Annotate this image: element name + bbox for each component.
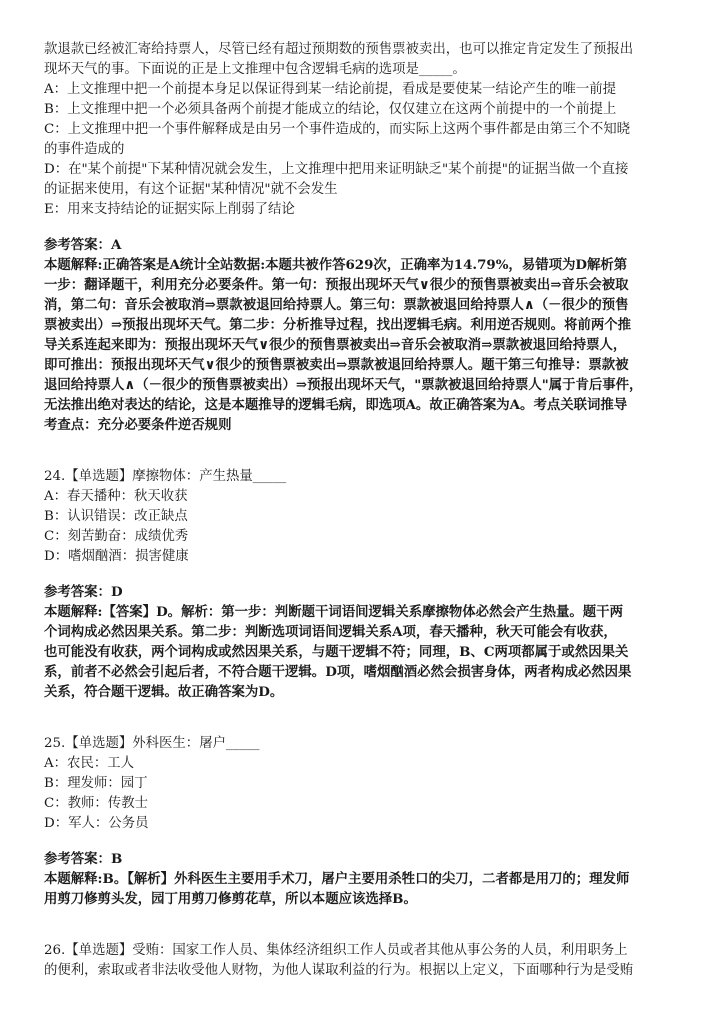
q24-explanation-line-4: 系，前者不必然会引起后者，不符合题干逻辑。D项，嗜烟酗酒必然会损害身体，两者构成必然因果 bbox=[44, 664, 632, 680]
q24-explanation-line-1: 本题解释:【答案】D。解析：第一步：判断题干词语间逻辑关系摩擦物体必然会产生热量。题干两 bbox=[44, 604, 623, 620]
q23-explanation-line-1: 本题解释:正确答案是A统计全站数据:本题共被作答629次，正确率为14.79%，易错项为D解析第 bbox=[44, 257, 628, 273]
q25-option-b: B：理发师：园丁 bbox=[44, 776, 148, 791]
q24-option-d: D：嗜烟酗酒：损害健康 bbox=[44, 549, 189, 564]
q23-explanation-line-8: 无法推出绝对表达的结论，这是本题推导的逻辑毛病，即选项A。故正确答案为A。考点关联词推导 bbox=[44, 397, 628, 413]
q23-explanation-line-6: 即可推出：预报出现坏天气∨很少的预售票被卖出⇒票款被退回给持票人。题干第三句推导：票款被 bbox=[44, 357, 629, 373]
q24-answer: 参考答案：D bbox=[44, 584, 123, 600]
q25-option-d: D：军人：公务员 bbox=[44, 816, 149, 831]
q23-option-c: C：上文推理中把一个事件解释成是由另一个事件造成的，而实际上这两个事件都是由第三个不知晓 bbox=[44, 122, 631, 137]
q24-explanation-line-3: 也可能没有收获，两个词构成或然因果关系，与题干逻辑不符；同理，B、C两项都属于或然因果关 bbox=[44, 644, 629, 660]
q23-answer: 参考答案：A bbox=[44, 237, 122, 253]
q23-option-b: B：上文推理中把一个必须具备两个前提才能成立的结论，仅仅建立在这两个前提中的一个前提上 bbox=[44, 102, 617, 117]
q23-option-d: D：在"某个前提"下某种情况就会发生，上文推理中把用来证明缺乏"某个前提"的证据当做一个直接 bbox=[44, 162, 629, 177]
q25-stem: 25.【单选题】外科医生：屠户_____ bbox=[44, 736, 260, 751]
q26-stem-line-1: 26.【单选题】受贿：国家工作人员、集体经济组织工作人员或者其他从事公务的人员，利用职务上 bbox=[44, 943, 628, 958]
q25-option-a: A：农民：工人 bbox=[44, 756, 135, 771]
q26-stem-line-2: 的便利，索取或者非法收受他人财物，为他人谋取利益的行为。根据以上定义，下面哪种行为是受贿 bbox=[44, 963, 634, 978]
q24-option-a: A：春天播种：秋天收获 bbox=[44, 489, 188, 504]
q24-stem: 24.【单选题】摩擦物体：产生热量_____ bbox=[44, 469, 287, 484]
q23-explanation-line-7: 退回给持票人∧（－很少的预售票被卖出）⇒预报出现坏天气，"票款被退回给持票人"属于肯后事件， bbox=[44, 377, 643, 393]
q23-stem-line-2: 现坏天气的事。下面说的正是上文推理中包含逻辑毛病的选项是_____。 bbox=[44, 62, 466, 77]
q25-explanation-line-1: 本题解释:B。【解析】外科医生主要用手术刀，屠户主要用杀牲口的尖刀，二者都是用刀的；理发师 bbox=[44, 871, 630, 887]
q23-explanation-line-4: 票被卖出）⇒预报出现坏天气。第二步：分析推导过程，找出逻辑毛病。利用逆否规则。将前两个推 bbox=[44, 317, 632, 333]
q23-explanation-line-2: 一步：翻译题干，利用充分必要条件。第一句：预报出现坏天气∨很少的预售票被卖出⇒音乐会被取 bbox=[44, 277, 629, 293]
q23-option-c-cont: 的事件造成的 bbox=[44, 142, 125, 157]
q23-stem-line-1: 款退款已经被汇寄给持票人，尽管已经有超过预期数的预售票被卖出，也可以推定肯定发生了预报出 bbox=[44, 42, 634, 57]
q23-explanation-line-3: 消，第二句：音乐会被取消⇒票款被退回给持票人。第三句：票款被退回给持票人∧（－很少的预售 bbox=[44, 297, 629, 313]
q24-explanation-line-2: 个词构成必然因果关系。第二步：判断选项词语间逻辑关系A项，春天播种，秋天可能会有收获， bbox=[44, 624, 617, 640]
q24-option-b: B：认识错误：改正缺点 bbox=[44, 509, 188, 524]
q24-option-c: C：刻苦勤奋：成绩优秀 bbox=[44, 529, 189, 544]
q24-explanation-line-5: 关系，符合题干逻辑。故正确答案为D。 bbox=[44, 684, 284, 700]
q23-option-e: E：用来支持结论的证据实际上削弱了结论 bbox=[44, 202, 295, 217]
q23-explanation-line-5: 导关系连起来即为：预报出现坏天气∨很少的预售票被卖出⇒音乐会被取消⇒票款被退回给持票人， bbox=[44, 337, 627, 353]
q25-explanation-line-2: 用剪刀修剪头发，园丁用剪刀修剪花草，所以本题应该选择B。 bbox=[44, 891, 417, 907]
q23-option-a: A：上文推理中把一个前提本身足以保证得到某一结论前提，看成是要使某一结论产生的唯一前提 bbox=[44, 82, 617, 97]
q25-option-c: C：教师：传教士 bbox=[44, 796, 148, 811]
q25-answer: 参考答案：B bbox=[44, 851, 123, 867]
q23-explanation-line-9: 考查点：充分必要条件逆否规则 bbox=[44, 417, 232, 433]
q23-option-d-cont: 的证据来使用，有这个证据"某种情况"就不会发生 bbox=[44, 182, 338, 197]
